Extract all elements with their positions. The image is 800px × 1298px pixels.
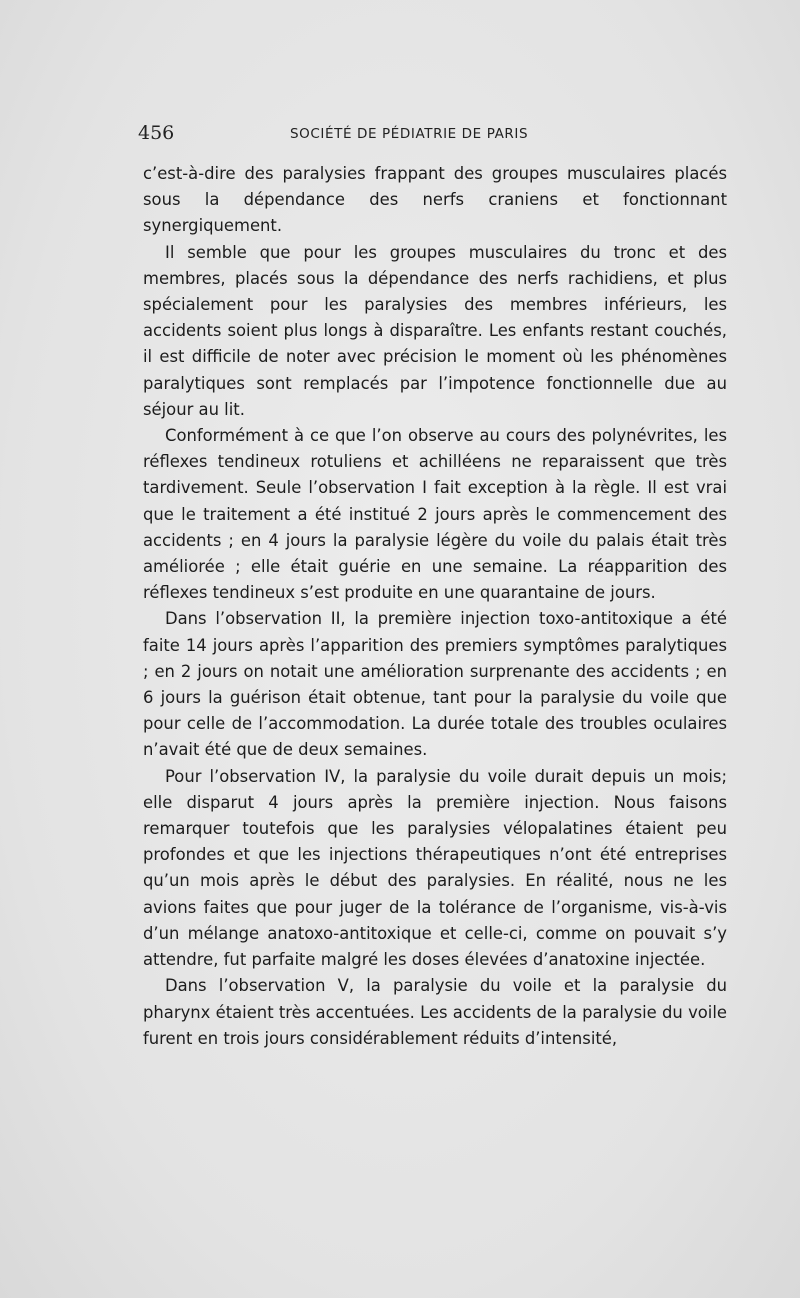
paragraph-6: Dans l’observation V, la paralysie du voile et la paralysie du pharynx étaient très accentuées. Les accidents de la paralysie du voile furent en trois jours considérablement réduits d’intensité, [143,976,727,1048]
paragraph-1: c’est-à-dire des paralysies frappant des groupes musculaires placés sous la dépendance des nerfs craniens et fonctionnant synergiquement. [143,164,727,236]
running-head: SOCIÉTÉ DE PÉDIATRIE DE PARIS [290,126,529,142]
paragraph-4: Dans l’observation II, la première injection toxo-antitoxique a été faite 14 jours après l’apparition des premiers symptômes paralytiques ; en 2 jours on notait une amélioration surprenante des accidents ; en 6 jours la guérison était obtenue, tant pour la paralysie du voile que pour celle de l’accommodation. La durée totale des troubles oculaires n’avait été que de deux semaines. [143,609,727,760]
paragraph-5: Pour l’observation IV, la paralysie du voile durait depuis un mois; elle disparut 4 jours après la première injection. Nous faisons remarquer toutefois que les paralysies vélopalatines étaient peu profondes et que les injections thérapeutiques n’ont été entreprises qu’un mois après le début des paralysies. En réalité, nous ne les avions faites que pour juger de la tolérance de l’organisme, vis-à-vis d’un mélange anatoxo-antitoxique et celle-ci, comme on pouvait s’y attendre, fut parfaite malgré les doses élevées d’anatoxine injectée. [143,766,727,970]
body-text [143,161,727,1052]
paragraph-3: Conformément à ce que l’on observe au cours des polynévrites, les réflexes tendineux rotuliens et achilléens ne reparaissent que très tardivement. Seule l’observation I fait exception à la règle. Il est vrai que le traitement a été institué 2 jours après le commencement des accidents ; en 4 jours la paralysie légère du voile du palais était très améliorée ; elle était guérie en une semaine. La réapparition des réflexes tendineux s’est produite en une quarantaine de jours. [143,426,727,603]
page-number: 456 [138,122,175,144]
paragraph-2: Il semble que pour les groupes musculaires du tronc et des membres, placés sous la dépendance des nerfs rachidiens, et plus spécialement pour les paralysies des membres inférieurs, les accidents soient plus longs à disparaître. Les enfants restant couchés, il est difficile de noter avec précision le moment où les phénomènes paralytiques sont remplacés par l’impotence fonctionnelle due au séjour au lit. [143,242,727,419]
page-header [138,122,728,150]
